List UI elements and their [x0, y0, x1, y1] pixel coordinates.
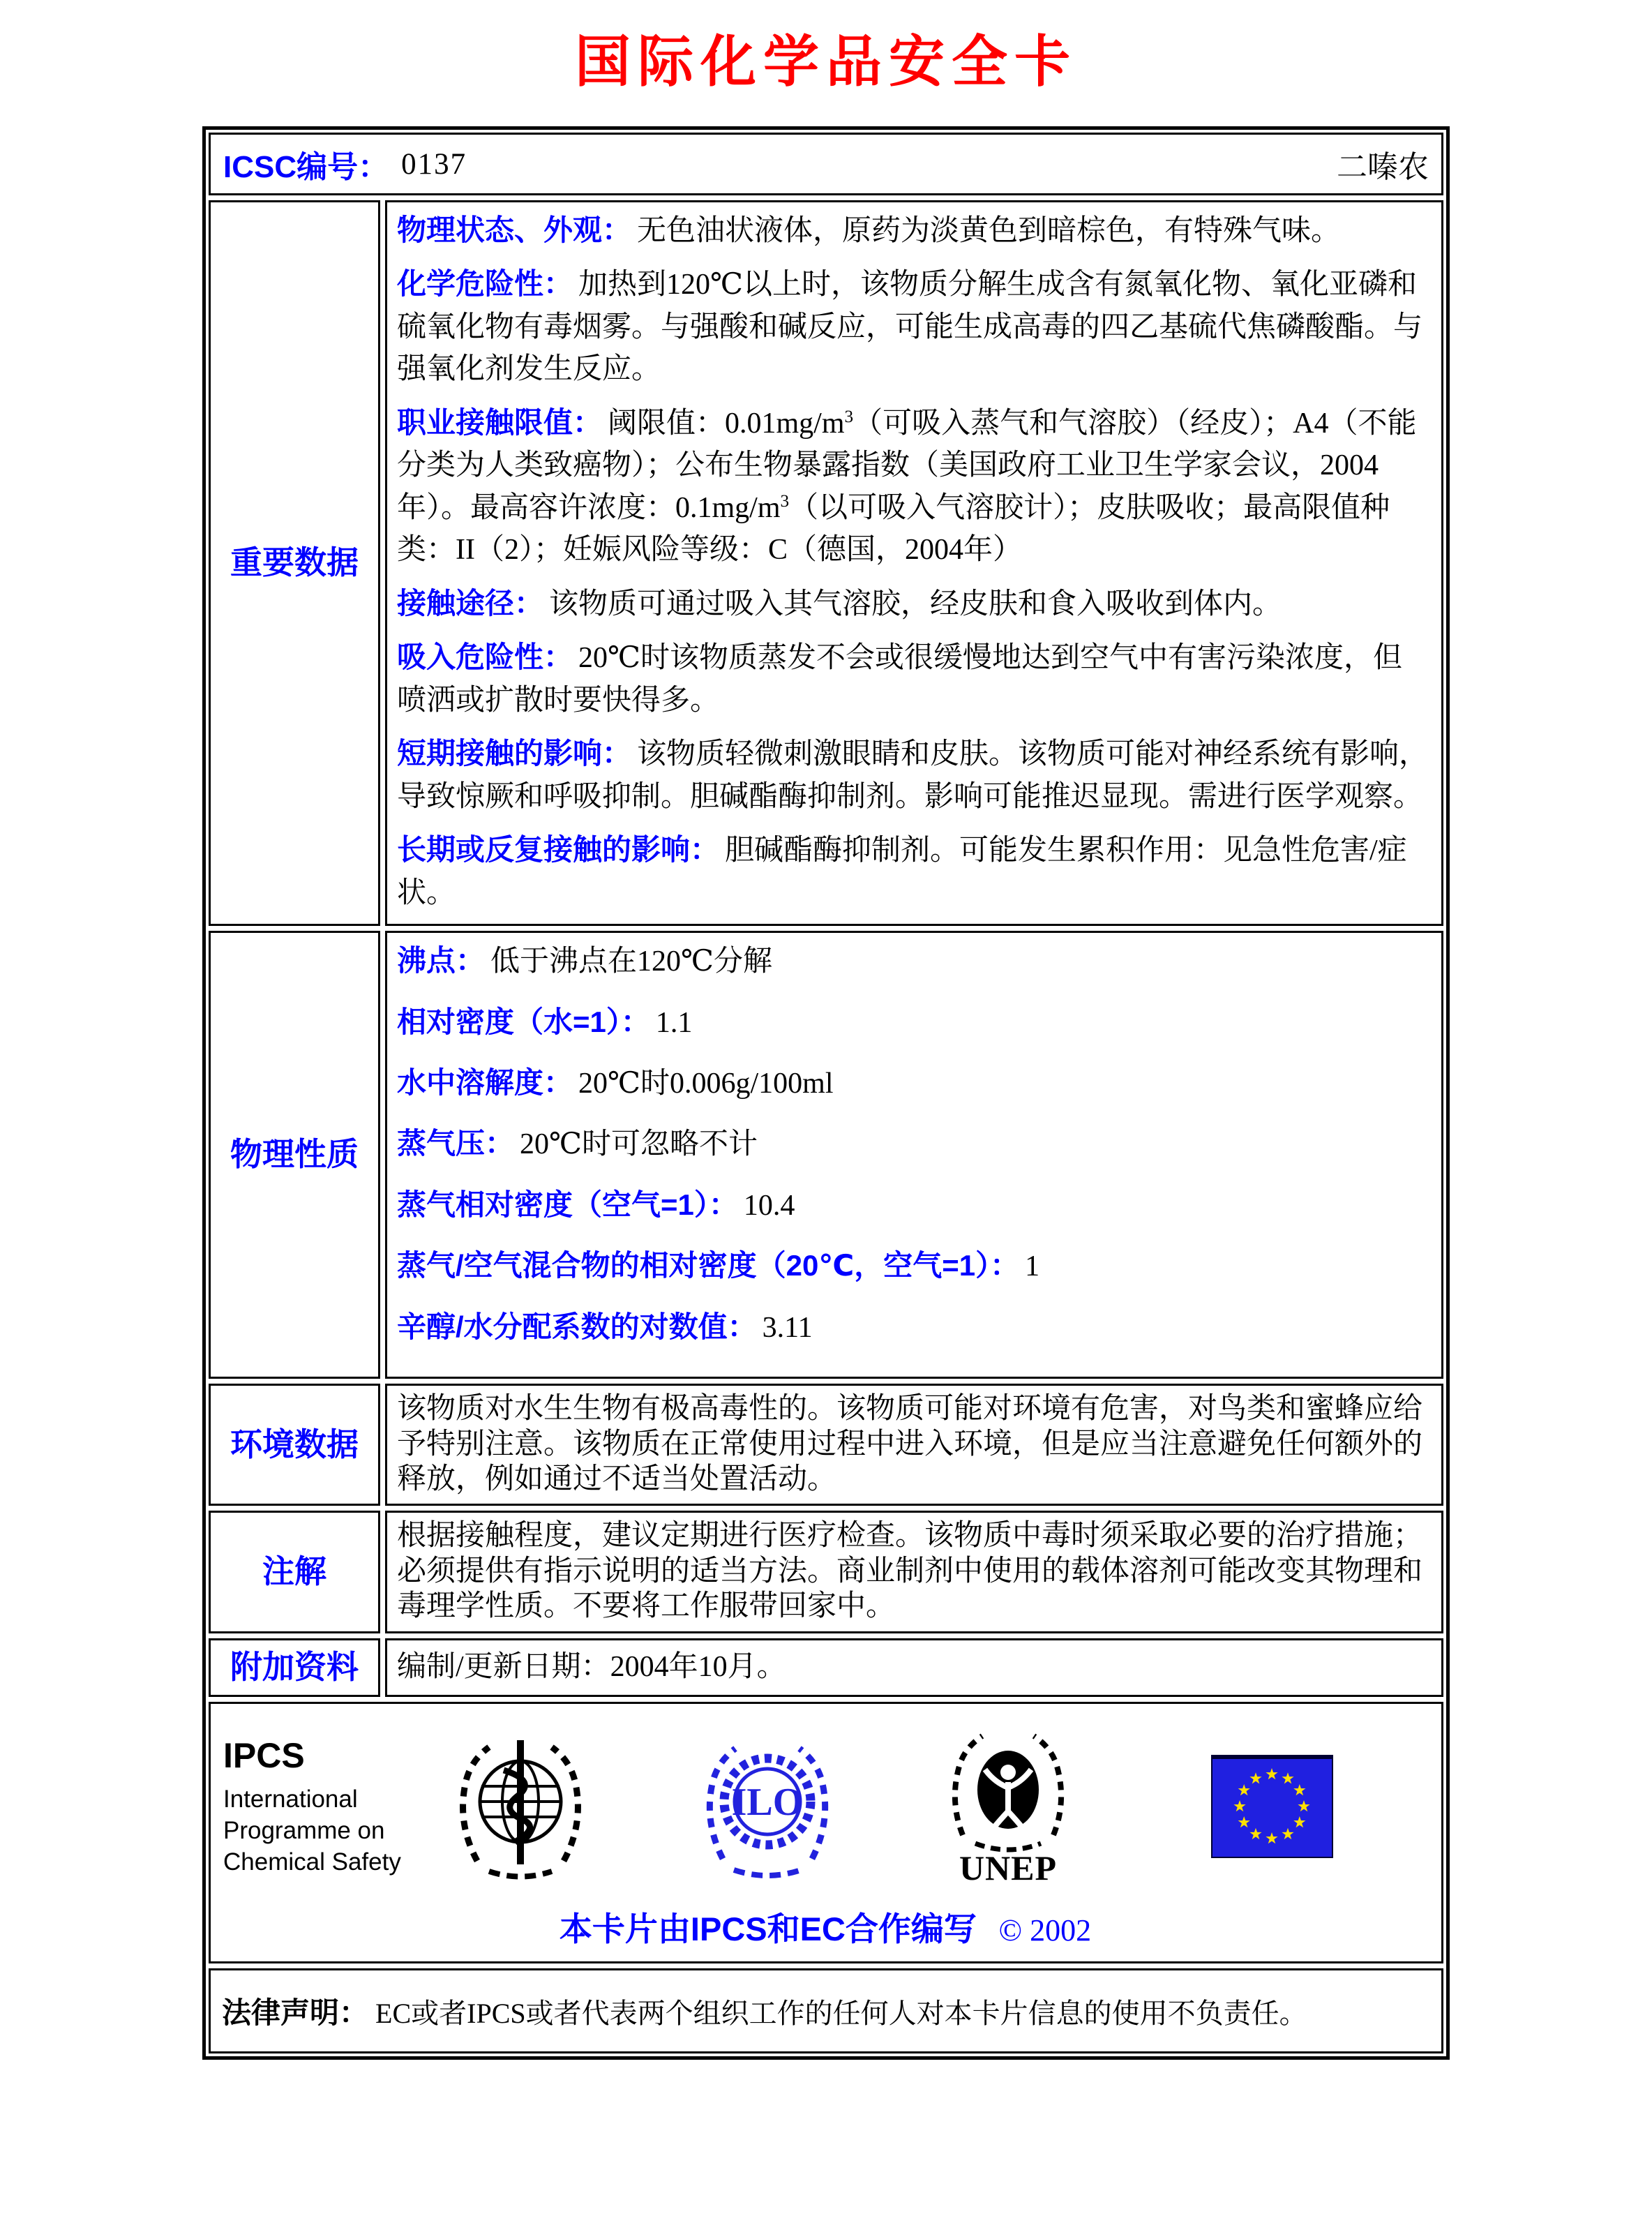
credit-copyright: © 2002	[998, 1913, 1092, 1948]
data-item	[397, 1245, 1430, 1287]
unep-logo-icon	[942, 1723, 1074, 1889]
field-value: 低于沸点在120℃分解	[490, 945, 772, 978]
field-value: 3.11	[762, 1311, 813, 1344]
field-label: 化学危险性：	[397, 267, 573, 301]
field-value: 20℃时该物质蒸发不会或很缓慢地达到空气中有害污染浓度，但喷洒或扩散时要快得多。	[397, 642, 1403, 717]
data-item	[397, 940, 1430, 982]
field-label: 沸点：	[397, 944, 486, 978]
field-value: 编制/更新日期：2004年10月。	[397, 1650, 786, 1683]
section-content-environmental-data	[385, 1384, 1443, 1506]
legal-label: 法律声明：	[222, 1996, 369, 2030]
field-label: 蒸气压：	[397, 1127, 515, 1160]
field-label: 蒸气相对密度（空气=1）：	[397, 1188, 738, 1221]
data-item	[397, 402, 1430, 571]
legal-row	[209, 1968, 1443, 2053]
field-value: 20℃时可忽略不计	[520, 1128, 758, 1161]
section-content-important-data	[385, 200, 1443, 926]
data-item	[397, 209, 1430, 252]
card-grid	[209, 133, 1443, 2053]
icsc-header-row	[209, 133, 1443, 195]
field-value: 1.1	[655, 1006, 693, 1039]
field-value: （以可吸入气溶胶计）；皮肤吸收；最高限值种类：II（2）；妊娠风险等级：C（德国，2004年）	[397, 491, 1390, 567]
ipcs-subtitle-line-1: International	[223, 1785, 358, 1813]
section-label-environmental-data: 环境数据	[209, 1384, 380, 1506]
eu-flag-icon	[1211, 1755, 1333, 1858]
field-label: 物理状态、外观：	[397, 214, 632, 246]
data-item	[397, 263, 1430, 390]
ipcs-subtitle-line-2: Programme on	[223, 1816, 385, 1844]
field-value: 该物质轻微刺激眼睛和皮肤。该物质可能对神经系统有影响，导致惊厥和呼吸抑制。胆碱酯酶抑制剂。影响可能推迟显现。需进行医学观察。	[397, 738, 1429, 813]
data-item	[397, 1001, 1430, 1044]
field-value: 该物质可通过吸入其气溶胶，经皮肤和食入吸收到体内。	[549, 588, 1282, 620]
ipcs-text-block	[223, 1735, 433, 1878]
ipcs-subtitle-line-3: Chemical Safety	[223, 1848, 401, 1876]
section-content-physical-properties	[385, 931, 1443, 1379]
field-value: 根据接触程度，建议定期进行医疗检查。该物质中毒时须采取必要的治疗措施；必须提供有指示说明的适当方法。商业制剂中使用的载体溶剂可能改变其物理和毒理学性质。不要将工作服带回家中。	[397, 1520, 1423, 1623]
field-label: 蒸气/空气混合物的相对密度（20℃，空气=1）：	[397, 1249, 1020, 1282]
field-value: 20℃时0.006g/100ml	[578, 1067, 834, 1100]
field-value: 阈限值：0.01mg/m	[608, 407, 845, 440]
data-item	[397, 1391, 1430, 1497]
ipcs-title: IPCS	[223, 1735, 305, 1775]
data-item	[397, 1646, 1430, 1688]
credit-text: 本卡片由IPCS和EC合作编写	[559, 1910, 977, 1948]
who-logo-icon	[451, 1732, 590, 1882]
field-value: 1	[1025, 1250, 1040, 1283]
data-item	[397, 1062, 1430, 1105]
chemical-name: 二嗪农	[1337, 150, 1429, 184]
section-label-physical-properties: 物理性质	[209, 931, 380, 1379]
field-label: 相对密度（水=1）：	[397, 1005, 650, 1038]
logos-row	[209, 1702, 1443, 1963]
page-title: 国际化学品安全卡	[575, 32, 1077, 93]
unep-logo-text: UNEP	[959, 1848, 1058, 1888]
legal-text: EC或者IPCS或者代表两个组织工作的任何人对本卡片信息的使用不负责任。	[375, 1998, 1307, 2030]
data-item	[397, 1184, 1430, 1227]
data-item	[397, 1518, 1430, 1624]
ilo-logo-text: ILO	[731, 1781, 804, 1825]
section-label-notes: 注解	[209, 1511, 380, 1633]
field-value: 该物质对水生生物有极高毒性的。该物质可能对环境有危害，对鸟类和蜜蜂应给予特别注意。该物质在正常使用过程中进入环境，但是应当注意避免任何额外的释放，例如通过不适当处置活动。	[397, 1393, 1423, 1496]
field-value: 胆碱酯酶抑制剂。可能发生累积作用：见急性危害/症状。	[397, 835, 1407, 909]
field-value: 无色油状液体，原药为淡黄色到暗棕色，有特殊气味。	[637, 215, 1341, 247]
data-item	[397, 1306, 1430, 1349]
data-item	[397, 733, 1430, 818]
data-item	[397, 636, 1430, 721]
field-label: 接触途径：	[397, 586, 544, 620]
section-content-additional-info	[385, 1638, 1443, 1697]
ilo-logo-icon	[698, 1733, 837, 1880]
field-value: 10.4	[743, 1189, 795, 1222]
data-item	[397, 583, 1430, 625]
field-value: 加热到120℃以上时，该物质分解生成含有氮氧化物、氧化亚磷和硫氧化物有毒烟雾。与强酸和碱反应，可能生成高毒的四乙基硫代焦磷酸酯。与强氧化剂发生反应。	[397, 269, 1423, 386]
icsc-card	[202, 126, 1450, 2060]
field-label: 辛醇/水分配系数的对数值：	[397, 1310, 757, 1343]
field-label: 水中溶解度：	[397, 1065, 573, 1099]
field-label: 吸入危险性：	[397, 641, 573, 674]
icsc-number-label: ICSC编号：	[223, 150, 389, 184]
logos-strip	[223, 1723, 1427, 1889]
superscript: 3	[780, 491, 790, 511]
section-label-important-data: 重要数据	[209, 200, 380, 926]
data-item	[397, 829, 1430, 914]
field-value: （可吸入蒸气和气溶胶）（经皮）；A4（不能分类为人类致癌物）；公布生物暴露指数（美国政府工业卫生学家会议，2004年）。最高容许浓度：0.1mg/m	[397, 407, 1417, 524]
section-content-notes	[385, 1511, 1443, 1633]
superscript: 3	[844, 407, 854, 426]
data-item	[397, 1123, 1430, 1165]
credit-line	[223, 1903, 1427, 1950]
icsc-number-value: 0137	[401, 147, 467, 181]
field-label: 短期接触的影响：	[397, 737, 632, 770]
section-label-additional-info: 附加资料	[209, 1638, 380, 1697]
field-label: 长期或反复接触的影响：	[397, 833, 720, 867]
field-label: 职业接触限值：	[397, 405, 603, 439]
